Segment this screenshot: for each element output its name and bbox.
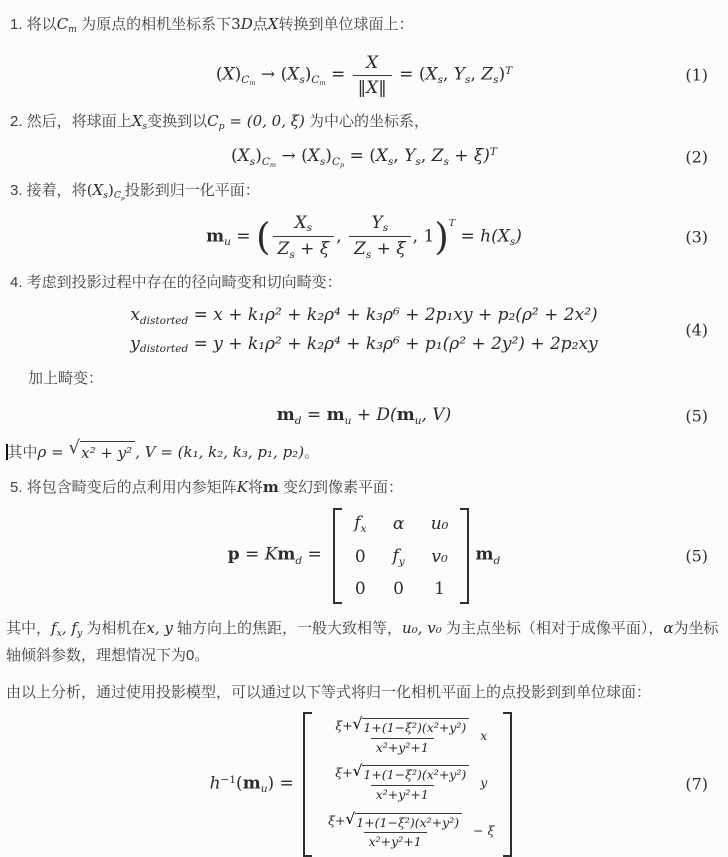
math-text: 0 bbox=[354, 578, 366, 599]
matrix-cell bbox=[354, 547, 366, 567]
matrix-left-bracket bbox=[303, 712, 312, 857]
math-superscript bbox=[490, 147, 497, 158]
math-text: C bbox=[241, 74, 250, 87]
math-text: 1+(1−ξ²)(x²+y²) bbox=[363, 720, 467, 736]
math-text: X bbox=[92, 180, 104, 199]
math-text: 。 bbox=[304, 443, 320, 461]
math-text: m bbox=[262, 477, 279, 496]
math-text: s bbox=[299, 74, 305, 87]
step-5-text bbox=[0, 477, 728, 500]
radicand bbox=[362, 718, 469, 737]
math-text: y bbox=[130, 333, 140, 354]
math-superscript bbox=[505, 66, 512, 77]
math-text: 为主点坐标（相对于成像平面）， bbox=[441, 619, 664, 637]
math-subscript bbox=[140, 344, 188, 355]
math-text: ‖ bbox=[357, 77, 367, 98]
math-text: s bbox=[387, 155, 394, 168]
math-subscript bbox=[493, 556, 500, 567]
math-text: f bbox=[71, 618, 77, 637]
math-text: , bbox=[470, 64, 482, 85]
math-text: , bbox=[442, 64, 454, 85]
math-square-root bbox=[352, 714, 470, 737]
equation-2-row bbox=[0, 146, 728, 169]
math-text: α bbox=[392, 514, 405, 535]
math-subscript bbox=[68, 25, 77, 35]
equation-7-number: (7) bbox=[685, 774, 708, 794]
radical-sign-icon: √ bbox=[345, 809, 356, 828]
math-text: ξ+ bbox=[328, 812, 346, 828]
math-text: m bbox=[277, 545, 296, 565]
step-4-text bbox=[0, 272, 728, 295]
math-text: −1 bbox=[220, 773, 237, 786]
math-text: C bbox=[261, 155, 270, 168]
math-fraction bbox=[353, 51, 392, 101]
math-subscript bbox=[332, 157, 344, 168]
math-text: 1 bbox=[434, 578, 445, 599]
math-fraction bbox=[330, 714, 474, 757]
math-text: s bbox=[382, 222, 389, 235]
math-text: Y bbox=[453, 64, 466, 85]
matrix-cell bbox=[393, 579, 405, 599]
matrix-cell bbox=[354, 513, 366, 535]
math-text: + ξ bbox=[294, 239, 330, 260]
math-text: x bbox=[360, 523, 367, 536]
math-text: , V = (k₁, k₂, k₃, p₁, p₂) bbox=[135, 442, 305, 461]
math-subscript bbox=[114, 191, 125, 201]
math-subscript bbox=[399, 557, 405, 568]
matrix-rows bbox=[342, 508, 460, 603]
math-text: = bbox=[230, 225, 256, 246]
math-text: + ξ bbox=[371, 239, 406, 260]
matrix-right-bracket bbox=[503, 712, 512, 857]
fraction-numerator bbox=[367, 211, 394, 237]
math-text: 为坐标轴倾斜参数，理想情况下为0。 bbox=[6, 619, 719, 664]
equation-3 bbox=[0, 211, 728, 264]
math-text: Y bbox=[404, 145, 416, 166]
math-text: 其中， bbox=[6, 619, 52, 637]
math-subscript bbox=[295, 416, 302, 427]
math-text: 1+(1−ξ²)(x²+y²) bbox=[356, 814, 460, 830]
math-text: , V) bbox=[421, 405, 452, 426]
math-text: 2. 然后，将球面上 bbox=[10, 113, 132, 131]
math-text: , bbox=[61, 618, 72, 637]
math-text: distorted bbox=[139, 314, 189, 327]
math-text: − ξ bbox=[469, 822, 495, 838]
math-text: ξ+ bbox=[335, 765, 353, 781]
math-text: = bbox=[302, 545, 328, 565]
math-text: T bbox=[489, 146, 497, 159]
math-text: ( bbox=[231, 145, 238, 166]
matrix-cell bbox=[328, 714, 488, 757]
math-text: p bbox=[121, 196, 125, 203]
math-text: x² + y² bbox=[81, 443, 133, 462]
math-text: 为相机在 bbox=[82, 619, 147, 637]
math-text: s bbox=[443, 155, 449, 168]
where-definition-text bbox=[0, 437, 728, 466]
fraction-numerator bbox=[330, 714, 474, 738]
math-text: x²+y²+1 bbox=[368, 834, 422, 850]
math-text: = (0, 0, ξ) bbox=[224, 112, 305, 131]
math-text: 变换到以 bbox=[147, 113, 208, 131]
math-line bbox=[130, 334, 597, 356]
math-text: = bbox=[301, 405, 327, 426]
math-text: 0 bbox=[354, 546, 366, 567]
math-text: u bbox=[344, 414, 352, 427]
math-text: s bbox=[142, 121, 148, 133]
matrix-cell bbox=[431, 547, 447, 567]
math-text: x bbox=[56, 628, 62, 640]
math-text: f bbox=[392, 546, 399, 567]
math-text: s bbox=[306, 222, 313, 235]
math-text: = x + k₁ρ² + k₂ρ⁴ + k₃ρ⁶ + 2p₁xy + p₂(ρ² + 2x²) bbox=[188, 305, 598, 326]
math-text: ( bbox=[301, 145, 308, 166]
math-subscript bbox=[140, 316, 188, 327]
math-text: d bbox=[493, 554, 501, 567]
math-text: s bbox=[365, 249, 372, 262]
math-text: s bbox=[465, 74, 471, 87]
math-text: d bbox=[294, 414, 302, 427]
fraction-denominator bbox=[364, 832, 427, 852]
math-subscript bbox=[311, 75, 325, 86]
math-text: 点 bbox=[252, 16, 268, 33]
math-text: 转换到单位球面上： bbox=[278, 16, 414, 33]
equation-1-row bbox=[0, 51, 728, 101]
math-line bbox=[130, 305, 597, 327]
math-text: y bbox=[398, 555, 405, 568]
math-square-root bbox=[352, 762, 470, 784]
math-subscript bbox=[224, 237, 231, 248]
math-text: Z bbox=[431, 145, 444, 166]
math-text: 由以上分析，通过使用投影模型，可以通过以下等式将归一化相机平面上的点投影到到单位球面： bbox=[6, 684, 652, 702]
matrix-right-bracket bbox=[460, 508, 469, 603]
math-text: X bbox=[366, 52, 379, 73]
matrix-rows bbox=[312, 712, 503, 857]
math-text: , 1 bbox=[412, 225, 435, 246]
equation-2-number: (2) bbox=[685, 147, 708, 167]
math-text: ) bbox=[255, 145, 262, 166]
math-text: ( bbox=[215, 64, 223, 85]
matrix-left-bracket bbox=[333, 508, 342, 603]
math-text: T bbox=[448, 217, 456, 229]
math-text: 投影到归一化平面： bbox=[124, 181, 260, 199]
math-text: ρ = bbox=[37, 442, 69, 461]
matrix-cell bbox=[434, 579, 446, 599]
math-text: X bbox=[287, 64, 300, 85]
math-text: s bbox=[289, 249, 295, 262]
math-text: Y bbox=[371, 212, 383, 233]
math-text: ) bbox=[325, 145, 332, 166]
math-text: 为中心的坐标系， bbox=[304, 113, 430, 131]
step-1-text bbox=[0, 14, 728, 38]
math-text: X bbox=[131, 112, 143, 131]
math-text: 0 bbox=[393, 578, 404, 599]
matrix-cell bbox=[431, 514, 449, 534]
equation-6-row bbox=[0, 508, 728, 603]
math-text: u₀ bbox=[430, 514, 449, 535]
equation-1 bbox=[0, 51, 728, 101]
math-text: m bbox=[326, 405, 345, 426]
fraction-denominator bbox=[349, 236, 411, 263]
math-text: p bbox=[227, 545, 240, 565]
math-subscript bbox=[241, 75, 255, 86]
math-line-stack bbox=[130, 305, 597, 355]
math-text: → bbox=[255, 64, 281, 85]
math-text: m bbox=[68, 24, 77, 36]
math-text: ( bbox=[255, 214, 271, 259]
math-text: m bbox=[249, 79, 256, 88]
math-text: s bbox=[509, 235, 516, 248]
math-text: x bbox=[130, 305, 140, 326]
math-subscript bbox=[307, 223, 312, 234]
equation-7-row bbox=[0, 712, 728, 857]
math-text: u bbox=[224, 235, 231, 248]
fraction-numerator bbox=[290, 211, 318, 237]
math-text: Z bbox=[481, 64, 494, 85]
math-subscript bbox=[415, 416, 422, 427]
math-text: distorted bbox=[139, 343, 189, 356]
math-text: x bbox=[476, 728, 488, 744]
math-superscript bbox=[221, 775, 237, 786]
math-text: ( bbox=[280, 64, 288, 85]
step-2-text bbox=[0, 111, 728, 135]
math-subscript bbox=[383, 223, 388, 234]
math-text: K bbox=[236, 477, 248, 496]
matrix-cell bbox=[392, 546, 404, 568]
math-square-root bbox=[68, 437, 135, 466]
radical-sign-icon: √ bbox=[68, 437, 81, 459]
math-text: ) bbox=[304, 64, 312, 85]
equation-4-row bbox=[0, 305, 728, 355]
math-text: f bbox=[51, 618, 57, 637]
fraction-denominator bbox=[273, 236, 335, 263]
math-text: d bbox=[295, 554, 303, 567]
matrix-cell bbox=[328, 764, 487, 804]
math-text: X bbox=[366, 77, 379, 98]
math-text: α bbox=[663, 618, 674, 637]
fraction-denominator bbox=[371, 785, 434, 805]
analysis-paragraph bbox=[0, 682, 728, 705]
matrix-cell bbox=[393, 514, 405, 534]
math-text: ‖ bbox=[378, 77, 387, 98]
math-text: s bbox=[249, 155, 256, 168]
math-text: X bbox=[237, 145, 250, 166]
equation-6 bbox=[0, 508, 728, 603]
fraction-denominator bbox=[353, 75, 392, 100]
math-text: ) bbox=[515, 225, 522, 246]
math-text: = ( bbox=[344, 145, 376, 166]
math-text: 5. 将包含畸变后的点利用内参矩阵 bbox=[10, 478, 237, 496]
math-text: 其中 bbox=[7, 443, 38, 461]
math-text: x²+y²+1 bbox=[375, 786, 429, 802]
math-text: X bbox=[294, 212, 307, 233]
add-distortion-text bbox=[0, 368, 728, 391]
math-text: = y + k₁ρ² + k₂ρ⁴ + k₃ρ⁶ + p₁(ρ² + 2y²) + 2p₂xy bbox=[188, 333, 598, 354]
math-text: → bbox=[276, 145, 302, 166]
equation-5-row bbox=[0, 405, 728, 427]
math-text: u₀, v₀ bbox=[402, 618, 442, 637]
math-text: = bbox=[325, 64, 351, 85]
fraction-numerator bbox=[330, 764, 474, 785]
math-text: h bbox=[209, 773, 221, 794]
equation-4 bbox=[0, 305, 728, 355]
math-subscript bbox=[262, 157, 276, 168]
math-text: 3. 接着，将 bbox=[10, 181, 87, 199]
equation-5-number: (5) bbox=[685, 406, 708, 426]
math-text: x²+y²+1 bbox=[375, 739, 429, 755]
matrix-cell bbox=[354, 579, 366, 599]
math-text: ( bbox=[236, 773, 243, 794]
math-text: s bbox=[103, 190, 109, 202]
math-fraction bbox=[349, 211, 411, 264]
math-text: ( bbox=[86, 180, 93, 199]
math-text: 1. 将以 bbox=[10, 16, 57, 33]
step-3-text bbox=[0, 180, 728, 204]
math-subscript bbox=[361, 524, 367, 535]
math-fraction bbox=[330, 764, 474, 804]
math-text: C bbox=[56, 15, 69, 33]
math-text: s bbox=[319, 155, 326, 168]
math-text: X bbox=[425, 64, 438, 85]
radicand bbox=[355, 813, 462, 832]
math-text: m bbox=[242, 773, 261, 794]
math-text: m bbox=[396, 405, 415, 426]
matrix-cell bbox=[321, 809, 495, 852]
math-text: x, y bbox=[146, 618, 173, 637]
math-text: u bbox=[414, 414, 422, 427]
math-text: + D( bbox=[351, 405, 397, 426]
equation-7 bbox=[0, 712, 728, 857]
math-text: y bbox=[76, 628, 83, 640]
intrinsics-explanation-paragraph bbox=[0, 615, 728, 669]
math-text: s bbox=[415, 155, 421, 168]
math-text: s bbox=[437, 74, 443, 87]
math-text: = K bbox=[239, 545, 278, 565]
math-text: 轴方向上的焦距，一般大致相等， bbox=[172, 619, 403, 637]
fraction-numerator bbox=[361, 51, 383, 75]
math-text: X bbox=[497, 225, 510, 246]
equation-3-number: (3) bbox=[685, 227, 708, 247]
math-fraction bbox=[273, 211, 335, 264]
math-text: m bbox=[269, 160, 277, 169]
math-matrix bbox=[333, 508, 469, 603]
fraction-numerator bbox=[323, 809, 467, 833]
equation-5 bbox=[0, 405, 728, 427]
math-text: C bbox=[113, 190, 121, 202]
equation-1-number: (1) bbox=[685, 65, 708, 85]
math-text: 3 bbox=[231, 15, 241, 33]
math-matrix bbox=[303, 712, 512, 857]
math-text: ) bbox=[434, 214, 449, 259]
math-text: p bbox=[340, 160, 345, 169]
math-text: y bbox=[476, 775, 488, 791]
math-text: m bbox=[206, 225, 225, 246]
math-text: 为原点的相机坐标系下 bbox=[77, 16, 232, 33]
math-text: u bbox=[260, 782, 268, 795]
math-text: C bbox=[311, 74, 320, 87]
math-text: ξ+ bbox=[335, 718, 353, 734]
equation-2 bbox=[0, 146, 728, 169]
radicand bbox=[80, 441, 135, 466]
math-text: p bbox=[218, 121, 225, 133]
math-text: T bbox=[505, 64, 513, 77]
math-text: f bbox=[354, 513, 361, 534]
math-text: + ξ) bbox=[448, 145, 490, 166]
math-text: ) = bbox=[267, 773, 300, 794]
fraction-denominator bbox=[371, 738, 434, 758]
math-text: 变幻到像素平面： bbox=[278, 478, 403, 496]
math-text: C bbox=[331, 155, 340, 168]
math-text: 将 bbox=[247, 478, 263, 496]
math-text: ) bbox=[498, 64, 506, 85]
math-text: ) bbox=[108, 180, 114, 199]
equation-3-row bbox=[0, 211, 728, 264]
math-text: 4. 考虑到投影过程中存在的径向畸变和切向畸变： bbox=[10, 274, 342, 292]
math-text: Z bbox=[354, 239, 366, 260]
math-text: X bbox=[222, 64, 235, 85]
math-text: = ( bbox=[393, 64, 426, 85]
equation-4-number: (4) bbox=[685, 320, 708, 340]
math-square-root bbox=[345, 809, 463, 832]
math-text: v₀ bbox=[431, 546, 448, 567]
equation-6-number: (5) bbox=[685, 546, 708, 566]
math-text: m bbox=[319, 79, 326, 88]
math-text: ) bbox=[234, 64, 242, 85]
math-text: Z bbox=[277, 239, 290, 260]
math-text: , bbox=[393, 145, 405, 166]
math-text: 1+(1−ξ²)(x²+y²) bbox=[363, 767, 467, 783]
math-text: X bbox=[307, 145, 320, 166]
math-text: m bbox=[475, 545, 494, 565]
radical-sign-icon: √ bbox=[352, 762, 363, 781]
math-text: s bbox=[493, 74, 499, 87]
radicand bbox=[362, 765, 469, 784]
math-text: C bbox=[207, 112, 219, 131]
math-text: = h( bbox=[455, 225, 498, 246]
math-text: , bbox=[420, 145, 432, 166]
math-fraction bbox=[323, 809, 467, 852]
math-text: D bbox=[240, 15, 253, 33]
math-text: m bbox=[276, 405, 295, 426]
math-text: X bbox=[267, 15, 279, 33]
radical-sign-icon: √ bbox=[352, 714, 363, 733]
math-text: , bbox=[336, 225, 347, 246]
math-text: 加上畸变： bbox=[28, 370, 104, 388]
math-text: X bbox=[375, 145, 388, 166]
